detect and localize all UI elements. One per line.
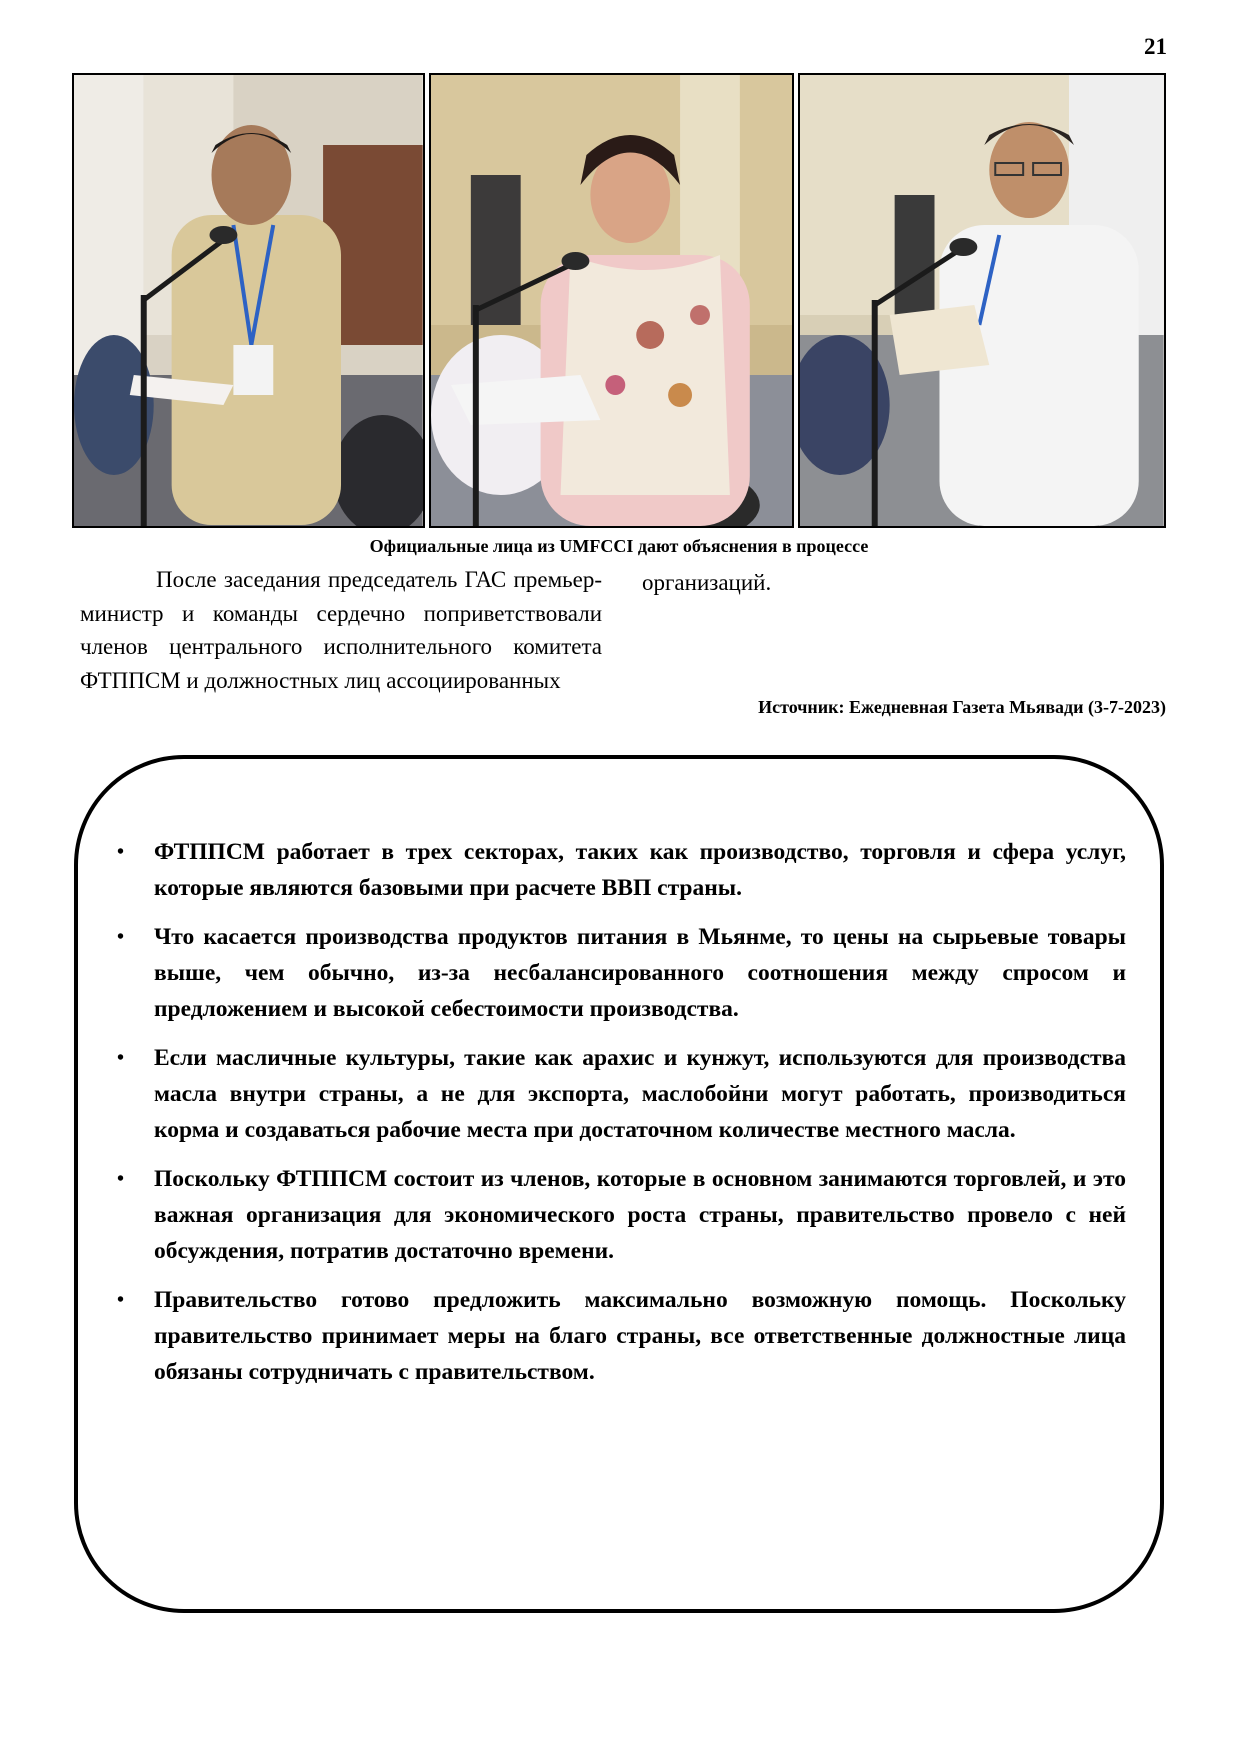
bullet-icon: • bbox=[117, 1047, 125, 1069]
key-points-list bbox=[117, 834, 1126, 1403]
photo-speaker-man-glasses bbox=[798, 73, 1166, 528]
key-point-text: ФТППСМ работает в трех секторах, таких как производство, торговля и сфера услуг, которые являются базовыми при расчете ВВП страны. bbox=[154, 839, 1126, 901]
key-point-item bbox=[117, 1161, 1126, 1269]
photo-speaker-woman-pink bbox=[429, 73, 795, 528]
key-point-item bbox=[117, 1282, 1126, 1390]
bullet-icon: • bbox=[117, 841, 125, 863]
bullet-icon: • bbox=[117, 1289, 125, 1311]
key-point-text: Если масличные культуры, такие как арахис и кунжут, используются для производства масла внутри страны, а не для экспорта, маслобойни могут работать, производиться корма и создаваться рабочие места при достаточном количестве местного масла. bbox=[154, 1045, 1126, 1143]
photo-caption: Официальные лица из UMFCCI дают объяснения в процессе bbox=[369, 536, 869, 556]
bullet-icon: • bbox=[117, 926, 125, 948]
paragraph-right-column: организаций. bbox=[642, 570, 772, 595]
photo-strip bbox=[72, 73, 1166, 528]
paragraph-left-column: После заседания председатель ГАС премьер-министр и команды сердечно поприветствовали членов центрального исполнительного комитета ФТППСМ и должностных лиц ассоциированных bbox=[80, 567, 602, 693]
key-point-text: Что касается производства продуктов питания в Мьянме, то цены на сырьевые товары выше, чем обычно, из-за несбалансированного соотношения между спросом и предложением и высокой себестоимости производства. bbox=[154, 924, 1126, 1022]
key-point-text: Правительство готово предложить максимально возможную помощь. Поскольку правительство принимает меры на благо страны, все ответственные должностные лица обязаны сотрудничать с правительством. bbox=[154, 1287, 1126, 1385]
key-point-item bbox=[117, 834, 1126, 906]
key-point-item bbox=[117, 1040, 1126, 1148]
key-point-item bbox=[117, 919, 1126, 1027]
key-point-text: Поскольку ФТППСМ состоит из членов, которые в основном занимаются торговлей, и это важная организация для экономического роста страны, правительство провело с ней обсуждения, потратив достаточно времени. bbox=[154, 1166, 1126, 1264]
bullet-icon: • bbox=[117, 1168, 125, 1190]
source-citation: Источник: Ежедневная Газета Мьявади (3-7-2023) bbox=[758, 697, 1166, 717]
page-number: 21 bbox=[1144, 34, 1167, 59]
photo-speaker-man-beige bbox=[72, 73, 425, 528]
